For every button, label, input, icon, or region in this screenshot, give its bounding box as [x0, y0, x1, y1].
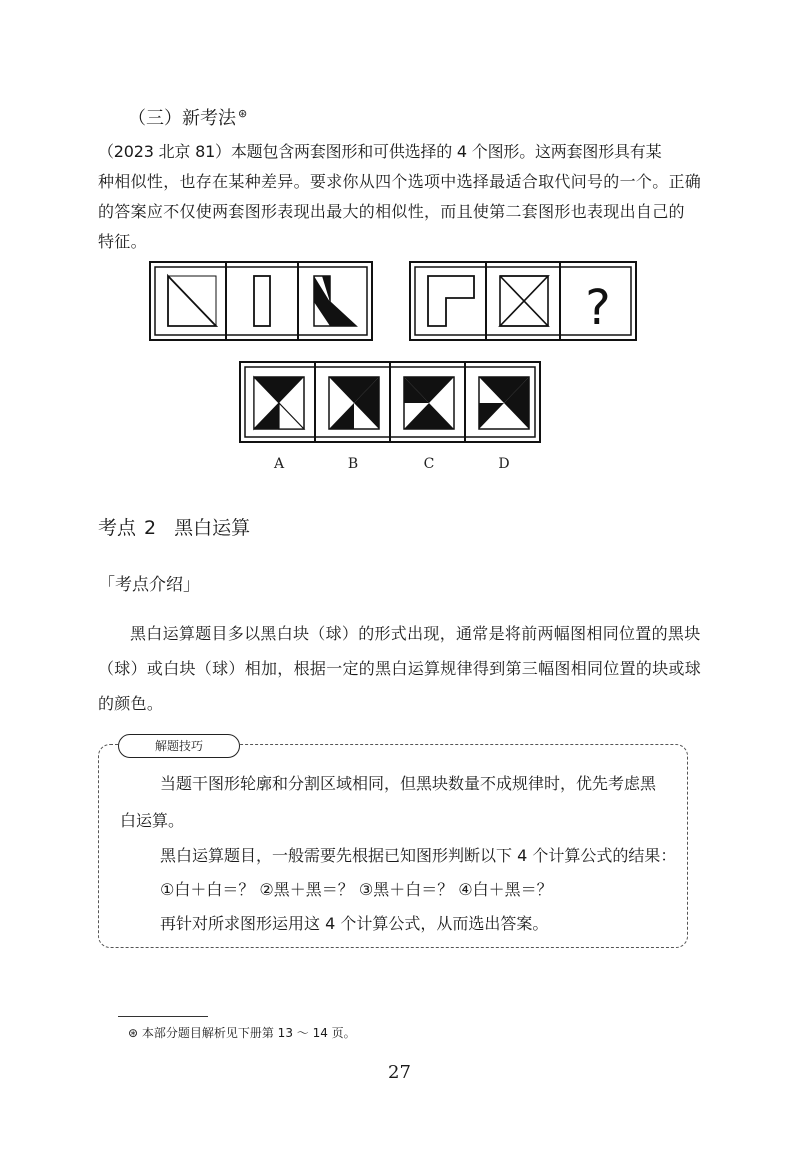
question-mark: ?	[585, 280, 611, 336]
option-label: C	[423, 456, 435, 472]
tip-line: 黑白运算题目，一般需要先根据已知图形判断以下 4 个计算公式的结果：	[160, 846, 677, 865]
figure-cell	[428, 276, 474, 326]
question-line: 的答案应不仅使两套图形表现出最大的相似性，而且使第二套图形也表现出自己的	[98, 202, 685, 221]
kaodian-number: 2	[144, 517, 157, 539]
tip-tag: 解题技巧	[118, 734, 240, 758]
option-label: D	[498, 456, 510, 472]
figure-cell	[500, 276, 548, 326]
kaodian-title: 黑白运算	[174, 517, 251, 539]
page-number: 27	[388, 1062, 411, 1083]
tip-line: 当题干图形轮廓和分割区域相同，但黑块数量不成规律时，优先考虑黑	[160, 774, 657, 793]
option-figure-c	[404, 377, 454, 429]
option-figure-d	[479, 377, 529, 429]
option-figure-a	[254, 377, 304, 429]
tip-line: 再针对所求图形运用这 4 个计算公式，从而选出答案。	[160, 914, 549, 933]
figure-cell	[168, 276, 216, 326]
intro-heading: 「考点介绍」	[98, 575, 200, 595]
kaodian-label: 考点	[98, 517, 137, 539]
kaodian-heading	[98, 513, 250, 540]
figure-cell	[314, 276, 356, 326]
question-line: 种相似性，也存在某种差异。要求你从四个选项中选择最适合取代问号的一个。正确	[98, 172, 702, 191]
figure-cell	[254, 276, 270, 326]
footnote: ⊛ 本部分题目解析见下册第 13 ～ 14 页。	[128, 1026, 356, 1040]
intro-paragraph: 黑白运算题目多以黑白块（球）的形式出现，通常是将前两幅图相同位置的黑块（球）或白块（球）相加，根据一定的黑白运算规律得到第三幅图相同位置的块或球的颜色。	[98, 624, 702, 713]
question-line: 特征。	[98, 232, 147, 251]
tip-line: 白运算。	[120, 811, 185, 830]
tip-line: ①白＋白＝？ ②黑＋黑＝？ ③黑＋白＝？ ④白＋黑＝？	[160, 880, 553, 899]
option-label: A	[273, 456, 285, 472]
footnote-mark-icon: ⊛	[238, 107, 248, 120]
question-line: （2023 北京 81）本题包含两套图形和可供选择的 4 个图形。这两套图形具有某	[98, 142, 662, 161]
option-label: B	[347, 456, 359, 472]
footnote-rule	[118, 1016, 208, 1017]
option-figure-b	[329, 377, 379, 429]
section-title-text: （三）新考法	[128, 108, 236, 129]
